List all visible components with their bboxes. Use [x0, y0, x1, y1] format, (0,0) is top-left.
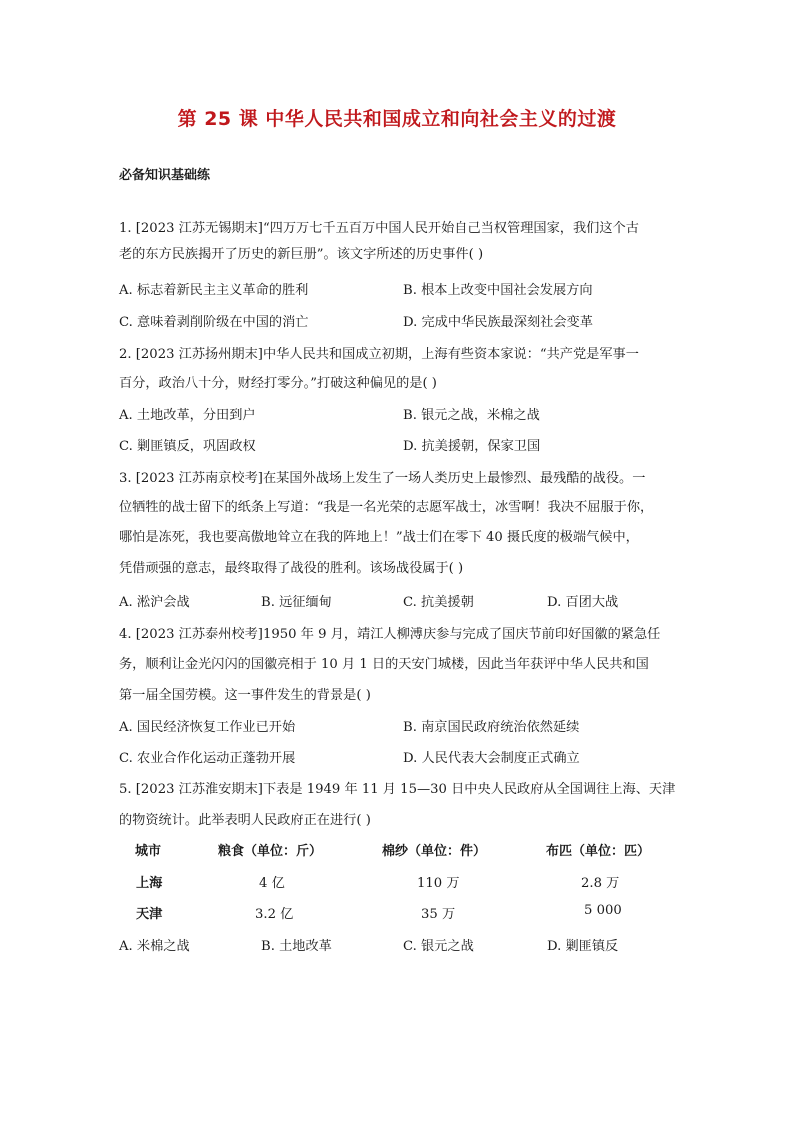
section-heading: 必备知识基础练: [119, 168, 211, 183]
table-cell: 上海: [136, 876, 163, 891]
question-4-option-a: A. 国民经济恢复工作业已开始: [119, 720, 296, 735]
table-header: 布匹（单位：匹）: [546, 844, 651, 859]
question-4-text: 4. [2023 江苏泰州校考]1950 年 9 月，靖江人柳溥庆参与完成了国庆节前印好国徽的紧急任: [119, 627, 661, 642]
table-header: 城市: [135, 844, 162, 859]
question-1-option-a: A. 标志着新民主主义革命的胜利: [119, 283, 309, 298]
question-3-option-b: B. 远征缅甸: [261, 595, 332, 610]
question-3-text: 3. [2023 江苏南京校考]在某国外战场上发生了一场人类历史上最惨烈、最残酷的战役。一: [119, 471, 646, 486]
table-cell: 天津: [136, 907, 163, 922]
table-cell: 3.2 亿: [255, 907, 294, 922]
table-cell: 35 万: [421, 907, 456, 922]
question-5-option-a: A. 米棉之战: [119, 939, 190, 954]
question-2-text: 百分，政治八十分，财经打零分。”打破这种偏见的是( ): [119, 376, 437, 391]
question-2-option-b: B. 银元之战，米棉之战: [403, 408, 540, 423]
question-3-option-a: A. 淞沪会战: [119, 595, 190, 610]
question-4-option-d: D. 人民代表大会制度正式确立: [403, 751, 580, 766]
question-5-option-d: D. 剿匪镇反: [547, 939, 619, 954]
question-1-text: 老的东方民族揭开了历史的新巨册”。该文字所述的历史事件( ): [119, 247, 484, 262]
question-1-text: 1. [2023 江苏无锡期末]“四万万七千五百万中国人民开始自己当权管理国家，我们这个古: [119, 221, 639, 236]
page-title: 第 25 课 中华人民共和国成立和向社会主义的过渡: [177, 108, 617, 130]
table-header: 粮食（单位：斤）: [218, 844, 323, 859]
question-1-option-c: C. 意味着剥削阶级在中国的消亡: [119, 315, 309, 330]
question-4-option-c: C. 农业合作化运动正蓬勃开展: [119, 751, 296, 766]
question-3-option-c: C. 抗美援朝: [403, 595, 474, 610]
question-4-text: 务，顺利让金光闪闪的国徽亮相于 10 月 1 日的天安门城楼，因此当年获评中华人民共和国: [119, 657, 649, 672]
table-cell: 5 000: [584, 903, 622, 918]
question-5-option-c: C. 银元之战: [403, 939, 474, 954]
question-5-option-b: B. 土地改革: [261, 939, 332, 954]
question-2-text: 2. [2023 江苏扬州期末]中华人民共和国成立初期，上海有些资本家说：“共产党是军事一: [119, 347, 639, 362]
question-2-option-c: C. 剿匪镇反，巩固政权: [119, 439, 256, 454]
question-3-option-d: D. 百团大战: [547, 595, 619, 610]
question-2-option-d: D. 抗美援朝，保家卫国: [403, 439, 541, 454]
question-5-text: 5. [2023 江苏淮安期末]下表是 1949 年 11 月 15—30 日中央人民政府从全国调往上海、天津: [119, 782, 676, 797]
table-cell: 4 亿: [259, 876, 285, 891]
question-3-text: 凭借顽强的意志，最终取得了战役的胜利。该场战役属于( ): [119, 561, 464, 576]
question-1-option-b: B. 根本上改变中国社会发展方向: [403, 283, 593, 298]
question-1-option-d: D. 完成中华民族最深刻社会变革: [403, 315, 593, 330]
question-4-option-b: B. 南京国民政府统治依然延续: [403, 720, 580, 735]
question-5-text: 的物资统计。此举表明人民政府正在进行( ): [119, 813, 371, 828]
table-cell: 2.8 万: [581, 876, 620, 891]
question-2-option-a: A. 土地改革，分田到户: [119, 408, 256, 423]
table-cell: 110 万: [417, 876, 460, 891]
table-header: 棉纱（单位：件）: [382, 844, 487, 859]
question-4-text: 第一届全国劳模。这一事件发生的背景是( ): [119, 688, 371, 703]
question-3-text: 位牺牲的战士留下的纸条上写道：“我是一名光荣的志愿军战士，冰雪啊！我决不屈服于你，: [119, 500, 654, 515]
question-3-text: 哪怕是冻死，我也要高傲地耸立在我的阵地上！”战士们在零下 40 摄氏度的极端气候中，: [119, 530, 639, 545]
